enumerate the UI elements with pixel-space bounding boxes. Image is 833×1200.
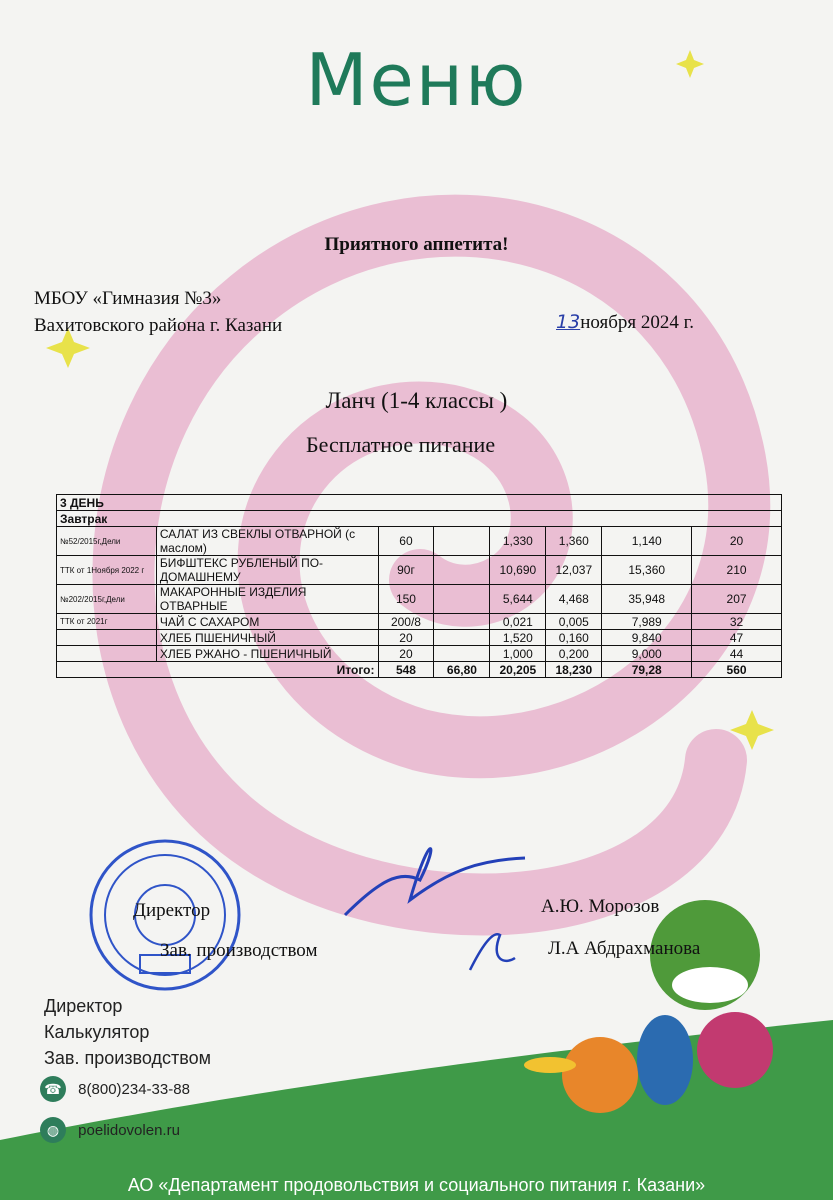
dish-fat: 12,037 [546, 556, 602, 585]
school-info [34, 285, 282, 339]
dish-fat: 0,005 [546, 614, 602, 630]
dish-code: №52/2015г,Дели [57, 527, 157, 556]
dish-name: ХЛЕБ ПШЕНИЧНЫЙ [156, 630, 378, 646]
dish-kcal: 20 [692, 527, 782, 556]
dish-protein: 10,690 [490, 556, 546, 585]
dish-price [434, 527, 490, 556]
menu-table [56, 494, 782, 678]
dish-price [434, 556, 490, 585]
production-label: Зав. производством [160, 940, 318, 961]
total-price: 66,80 [434, 662, 490, 678]
table-day-row [57, 495, 782, 511]
dish-fat: 0,160 [546, 630, 602, 646]
footer-phone [40, 1076, 190, 1102]
page-title: Меню [305, 38, 528, 122]
director-label: Директор [133, 900, 211, 921]
table-row [57, 630, 782, 646]
dish-protein: 5,644 [490, 585, 546, 614]
footer-roles [44, 993, 211, 1071]
dish-fat: 1,360 [546, 527, 602, 556]
table-row [57, 556, 782, 585]
dish-name: ЧАЙ С САХАРОМ [156, 614, 378, 630]
website-link: poelidovolen.ru [78, 1122, 180, 1139]
dish-carbs: 7,989 [602, 614, 692, 630]
dish-code [57, 630, 157, 646]
table-row [57, 614, 782, 630]
table-total-row [57, 662, 782, 678]
dish-name: МАКАРОННЫЕ ИЗДЕЛИЯ ОТВАРНЫЕ [156, 585, 378, 614]
dish-name: ХЛЕБ РЖАНО - ПШЕНИЧНЫЙ [156, 646, 378, 662]
total-fat: 18,230 [546, 662, 602, 678]
signature-production [470, 934, 515, 970]
greeting: Приятного аппетита! [324, 234, 509, 255]
menu-date [556, 311, 694, 334]
footer-website [40, 1117, 180, 1143]
dish-weight: 150 [378, 585, 434, 614]
dish-price [434, 585, 490, 614]
dish-code: ТТК от 1Ноября 2022 г [57, 556, 157, 585]
dish-kcal: 44 [692, 646, 782, 662]
phone-icon: ☎ [40, 1076, 66, 1102]
dish-weight: 60 [378, 527, 434, 556]
dish-price [434, 614, 490, 630]
dish-fat: 4,468 [546, 585, 602, 614]
dish-fat: 0,200 [546, 646, 602, 662]
organization-name: АО «Департамент продовольствия и социального питания г. Казани» [127, 1175, 706, 1195]
meal-type: Бесплатное питание [306, 432, 496, 457]
total-label: Итого: [57, 662, 379, 678]
dish-protein: 1,520 [490, 630, 546, 646]
dish-code: ТТК от 2021г [57, 614, 157, 630]
dish-protein: 1,330 [490, 527, 546, 556]
meal-title: Ланч (1-4 классы ) [325, 388, 508, 413]
footer-role: Зав. производством [44, 1048, 211, 1068]
dish-weight: 200/8 [378, 614, 434, 630]
table-row [57, 646, 782, 662]
dish-name: САЛАТ ИЗ СВЕКЛЫ ОТВАРНОЙ (с маслом) [156, 527, 378, 556]
dish-carbs: 35,948 [602, 585, 692, 614]
dish-name: БИФШТЕКС РУБЛЕНЫЙ ПО-ДОМАШНЕМУ [156, 556, 378, 585]
dish-carbs: 1,140 [602, 527, 692, 556]
total-protein: 20,205 [490, 662, 546, 678]
school-district: Вахитовского района г. Казани [34, 315, 283, 336]
globe-icon: ◍ [40, 1117, 66, 1143]
dish-kcal: 32 [692, 614, 782, 630]
dish-protein: 1,000 [490, 646, 546, 662]
footer-role: Директор [44, 996, 123, 1016]
dish-protein: 0,021 [490, 614, 546, 630]
dish-carbs: 15,360 [602, 556, 692, 585]
dish-carbs: 9,000 [602, 646, 692, 662]
production-name: Л.А Абдрахманова [548, 938, 701, 959]
school-name: МБОУ «Гимназия №3» [34, 288, 222, 309]
total-weight: 548 [378, 662, 434, 678]
table-row [57, 527, 782, 556]
footer-role: Калькулятор [44, 1022, 150, 1042]
total-kcal: 560 [692, 662, 782, 678]
dish-kcal: 207 [692, 585, 782, 614]
dish-weight: 90г [378, 556, 434, 585]
table-section: Завтрак [57, 511, 782, 527]
table-day: 3 ДЕНЬ [57, 495, 782, 511]
dish-code: №202/2015г,Дели [57, 585, 157, 614]
dish-carbs: 9,840 [602, 630, 692, 646]
date-day: 13 [556, 311, 581, 333]
table-row [57, 585, 782, 614]
dish-weight: 20 [378, 630, 434, 646]
dish-kcal: 47 [692, 630, 782, 646]
dish-weight: 20 [378, 646, 434, 662]
phone-number: 8(800)234-33-88 [78, 1081, 190, 1098]
director-name: А.Ю. Морозов [541, 896, 660, 917]
total-carbs: 79,28 [602, 662, 692, 678]
table-section-row [57, 511, 782, 527]
date-month-year: ноября 2024 г. [580, 312, 695, 333]
dish-code [57, 646, 157, 662]
dish-price [434, 630, 490, 646]
dish-price [434, 646, 490, 662]
dish-kcal: 210 [692, 556, 782, 585]
